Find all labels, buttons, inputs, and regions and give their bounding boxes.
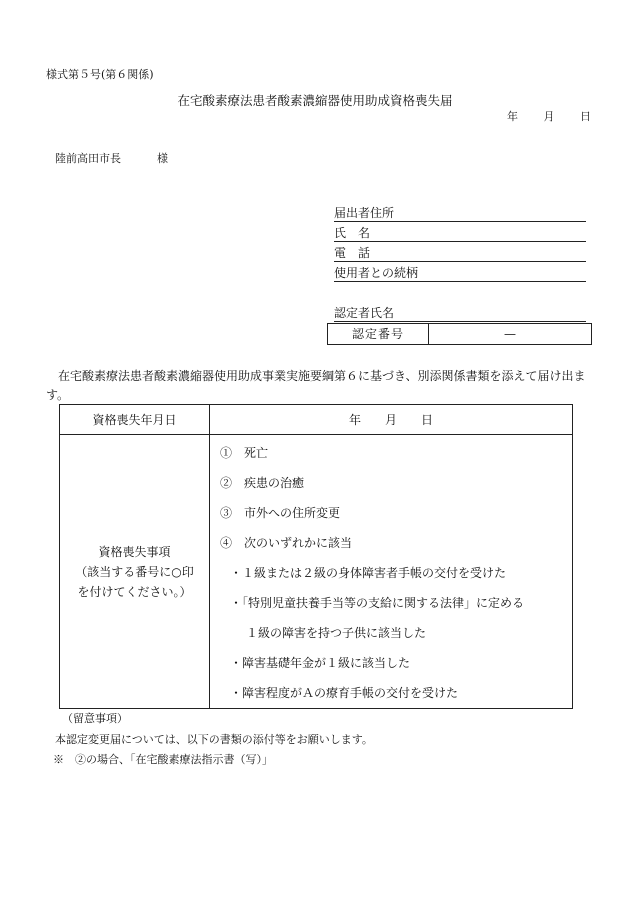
reason-label-line1: 資格喪失事項 [98,544,171,559]
addressee-name: 陸前高田市長 [55,152,121,165]
field-label-phone: 電 話 [334,246,371,260]
field-label-address: 届出者住所 [334,206,395,220]
reason-label-line3: を付けてください。） [77,584,192,599]
loss-details-table [59,404,573,709]
notes-body: 本認定変更届については、以下の書類の添付等をお願いします。 [55,733,373,746]
document-title: 在宅酸素療法患者酸素濃縮器使用助成資格喪失届 [177,93,453,108]
cert-number-label: 認定番号 [328,324,429,344]
reason-sub-item: ・障害基礎年金が１級に該当した [230,656,411,670]
reason-sub-item: ・１級または２級の身体障害者手帳の交付を受けた [230,566,507,580]
reason-sub-item: ・「特別児童扶養手当等の支給に関する法律」に定める [230,596,525,610]
certification-number-box [327,323,592,345]
field-applicant-phone[interactable] [334,245,586,262]
field-applicant-relation[interactable] [334,265,586,282]
field-label-relation: 使用者との続柄 [334,266,419,280]
field-applicant-address[interactable] [334,205,586,222]
reason-item[interactable] [220,498,572,528]
reason-number: ② [220,476,233,490]
reason-item[interactable] [220,468,572,498]
notes-reference: ※ ②の場合、「在宅酸素療法指示書（写）」 [53,753,273,766]
field-applicant-name[interactable] [334,225,586,242]
reason-item[interactable] [220,438,572,468]
reason-sub-item-continuation: １級の障害を持つ子供に該当した [246,626,427,640]
addressee [55,150,168,166]
reason-row-label [60,435,210,709]
cert-number-value[interactable]: — [504,327,516,341]
date-row [60,405,573,435]
reason-items [210,435,573,709]
date-row-value[interactable]: 年 月 日 [210,405,573,435]
reason-text: 市外への住所変更 [244,506,341,520]
intro-paragraph: 在宅酸素療法患者酸素濃縮器使用助成事業実施要綱第６に基づき、別添関係書類を添えて届け出ます。 [46,369,586,402]
date-line: 年 月 日 [507,110,591,123]
reason-row [60,435,573,709]
reason-number: ④ [220,536,233,550]
addressee-honorific: 様 [157,152,168,165]
field-label-certified-name: 認定者氏名 [334,306,395,320]
reason-text: 死亡 [244,446,269,460]
field-label-name: 氏 名 [334,226,371,240]
reason-number: ③ [220,506,233,520]
reason-number: ① [220,446,233,460]
date-row-label: 資格喪失年月日 [60,405,210,435]
form-number: 様式第５号(第６関係) [46,68,154,81]
notes-heading: （留意事項） [62,712,128,725]
reason-text: 次のいずれかに該当 [244,536,353,550]
field-certified-name[interactable] [334,305,586,322]
reason-item[interactable] [220,528,572,558]
reason-label-line2: （該当する番号に○印 [75,564,194,579]
reason-text: 疾患の治癒 [244,476,305,490]
reason-sub-item: ・障害程度がＡの療育手帳の交付を受けた [230,686,459,700]
